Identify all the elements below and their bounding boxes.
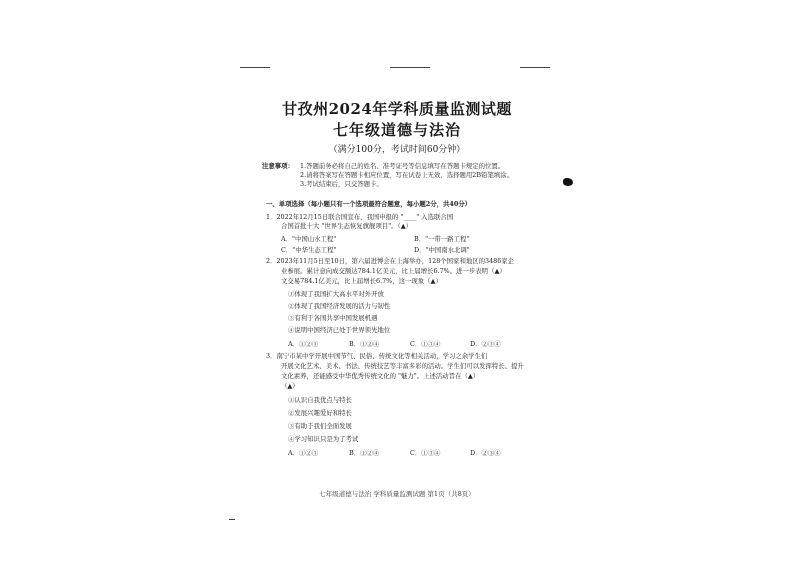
q2-option-a: A．①②③ bbox=[288, 340, 319, 348]
q3-stem-line-4: （▲） bbox=[281, 382, 299, 390]
notice-line-1: 1.答题前务必将自己的姓名、准考证号等信息填写在答题卡规定的位置。 bbox=[300, 162, 505, 170]
notice-label: 注意事项： bbox=[262, 162, 294, 170]
q3-item-1: ①认识自我优点与特长 bbox=[288, 396, 352, 404]
q3-stem-line-1: 3．南宁市某中学开展中国节气、民俗、传统文化等相关活动，学习之余学生们 bbox=[266, 352, 488, 360]
q3-option-a: A．①②③ bbox=[288, 449, 319, 457]
q3-item-2: ②发展兴趣爱好和特长 bbox=[288, 409, 352, 417]
q3-option-b: B．①②④ bbox=[349, 449, 380, 457]
q1-option-d: D．"中国南水北调" bbox=[414, 246, 470, 254]
q1-stem-line-1: 1．2022年12月15日联合国宣布，我国申报的 "____" 入选联合国 bbox=[266, 213, 454, 221]
q3-option-c: C．①③④ bbox=[410, 449, 441, 457]
q3-stem-line-2: 开展文化艺术、美术、书法、传统技艺等丰富多彩的活动。学生们可以发挥特长、提升 bbox=[281, 362, 524, 370]
exam-meta: （满分100分，考试时间60分钟） bbox=[328, 145, 466, 155]
section-heading: 一、单项选择（每小题只有一个选项最符合题意，每小题2分，共40分） bbox=[266, 200, 472, 208]
q1-option-a: A．"中国山水工程" bbox=[281, 235, 337, 243]
scan-line-top-right bbox=[520, 67, 550, 68]
q2-item-1: ①体现了我国扩大高水平对外开放 bbox=[288, 290, 384, 298]
exam-subject: 七年级道德与法治 bbox=[332, 121, 461, 139]
q3-item-4: ④学习知识只是为了考试 bbox=[288, 435, 359, 443]
q1-stem-line-2: 合国首批十大 "世界生态恢复旗舰项目"。（▲） bbox=[281, 222, 413, 230]
q2-stem-line-2: 业参展。累计意向成交额达784.1亿美元，比上届增长6.7%。进一步表明（▲） bbox=[281, 267, 506, 275]
q2-item-4: ④说明中国经济已处于世界领先地位 bbox=[288, 326, 391, 334]
q1-option-c: C．"中华生态工程" bbox=[281, 246, 337, 254]
q3-stem-line-3: 文化素养，还能感受中华优秀传统文化的 "魅力"。上述活动旨在（▲） bbox=[281, 372, 480, 380]
page-footer: 七年级道德与法治 学科质量监测试题 第1页（共8页） bbox=[319, 490, 475, 498]
q1-option-b: B．"一带一路工程" bbox=[414, 235, 470, 243]
exam-title: 甘孜州2024年学科质量监测试题 bbox=[282, 100, 512, 118]
scan-line-top-left bbox=[240, 67, 270, 68]
scan-mark-bottom-left bbox=[229, 519, 235, 520]
q2-stem-line-3: 文交易784.1亿美元，比上届增长6.7%，这一现象（▲） bbox=[281, 277, 442, 285]
q2-option-b: B．①②④ bbox=[349, 340, 380, 348]
q3-item-3: ③有助于我们全面发展 bbox=[288, 422, 352, 430]
notice-line-2: 2.请将答案写在答题卡相应位置，写在试卷上无效，选择题用2B铅笔填涂。 bbox=[300, 171, 513, 179]
q3-option-d: D．②③④ bbox=[470, 449, 501, 457]
q2-option-c: C．①③④ bbox=[410, 340, 441, 348]
q2-stem-line-1: 2．2023年11月5日至10日，第六届进博会在上海举办，128个国家和地区的3486家企 bbox=[266, 257, 515, 265]
q2-item-3: ③有利于各国共享中国发展机遇 bbox=[288, 314, 378, 322]
ink-blot-icon bbox=[563, 178, 573, 186]
scan-line-top-mid bbox=[390, 67, 430, 68]
notice-line-3: 3.考试结束后，只交答题卡。 bbox=[300, 180, 383, 188]
q2-option-d: D．②③④ bbox=[470, 340, 501, 348]
q2-item-2: ②体现了我国经济发展的活力与韧性 bbox=[288, 302, 391, 310]
